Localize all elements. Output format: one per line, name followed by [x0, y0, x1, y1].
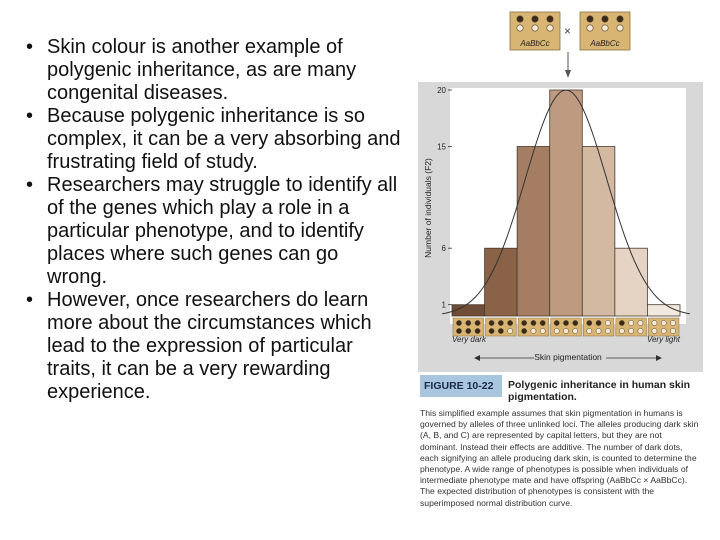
- allele-dot: [617, 25, 623, 31]
- genotype-allele-dot: [498, 328, 503, 333]
- parent-left: [510, 12, 560, 50]
- x-right-label: Very light: [646, 335, 680, 344]
- genotype-allele-dot: [456, 328, 461, 333]
- genotype-allele-dot: [587, 328, 592, 333]
- genotype-allele-dot: [670, 328, 675, 333]
- histogram-bar: [517, 147, 550, 317]
- genotype-allele-dot: [466, 328, 471, 333]
- genotype-allele-dot: [563, 328, 568, 333]
- genotype-allele-dot: [531, 328, 536, 333]
- allele-dot: [617, 16, 623, 22]
- figure-title: Polygenic inheritance in human skin pigmentation.: [508, 379, 691, 403]
- genotype-allele-dot: [605, 328, 610, 333]
- genotype-allele-dot: [587, 320, 592, 325]
- allele-dot: [547, 16, 553, 22]
- genotype-allele-dot: [540, 328, 545, 333]
- genotype-allele-dot: [652, 328, 657, 333]
- bullet-item: [22, 289, 402, 404]
- x-axis-label: Skin pigmentation: [534, 352, 602, 362]
- genotype-allele-dot: [554, 328, 559, 333]
- bullet-list: [22, 36, 402, 404]
- allele-dot: [517, 16, 523, 22]
- genotype-allele-dot: [596, 328, 601, 333]
- bullet-dot: •: [26, 289, 34, 311]
- bullet-item: [22, 105, 402, 174]
- genotype-allele-dot: [475, 320, 480, 325]
- genotype-allele-dot: [522, 320, 527, 325]
- figure-panel: [418, 8, 703, 538]
- y-tick-label: 1: [441, 300, 446, 310]
- bullet-text: However, once researchers do learn more about the circumstances which lead to the expression of particular traits, it can be a very rewarding experience.: [47, 289, 372, 403]
- cross-symbol: ×: [564, 24, 572, 38]
- x-left-label: Very dark: [452, 335, 486, 344]
- genotype-allele-dot: [508, 320, 513, 325]
- histogram-bar: [647, 305, 680, 316]
- genotype-allele-dot: [456, 320, 461, 325]
- bullet-item: [22, 36, 402, 105]
- genotype-allele-dot: [661, 320, 666, 325]
- bullet-text: Because polygenic inheritance is so complex, it can be a very absorbing and frustrating field of study.: [47, 105, 401, 173]
- genotype-allele-dot: [619, 328, 624, 333]
- histogram-bar: [550, 90, 583, 316]
- allele-dot: [587, 16, 593, 22]
- histogram-bar: [615, 248, 648, 316]
- bullet-text: Researchers may struggle to identify all of the genes which play a role in a particular phenotype, and to identify places where such genes can go wrong.: [47, 174, 398, 288]
- genotype-allele-dot: [573, 328, 578, 333]
- allele-dot: [547, 25, 553, 31]
- genotype-allele-dot: [498, 320, 503, 325]
- parent-right: [580, 12, 630, 50]
- allele-dot: [602, 25, 608, 31]
- genotype-allele-dot: [522, 328, 527, 333]
- y-axis-label: Number of individuals (F2): [423, 158, 433, 258]
- genotype-allele-dot: [531, 320, 536, 325]
- figure-caption-text: This simplified example assumes that skin pigmentation in humans is governed by alleles of three unlinked loci. The alleles producing dark skin (A, B, and C) are represented by capital letters, but they are not dominant. Instead their effects are additive. The number of dark dots, each signifying an allele producing dark skin, is counted to determine the phenotype. A wide range of phenotypes is possible when individuals of intermediate phenotype mate and have offspring (AaBbCc × AaBbCc). The expected distribution of phenotypes is consistent with the superimposed normal distribution curve.: [420, 408, 699, 508]
- genotype-allele-dot: [652, 320, 657, 325]
- figure-caption: [418, 375, 703, 540]
- allele-dot: [602, 16, 608, 22]
- histogram-bar: [452, 305, 485, 316]
- bullet-item: [22, 174, 402, 289]
- y-tick-label: 20: [437, 86, 446, 95]
- bullet-dot: •: [26, 174, 34, 196]
- parent-right-genotype: AaBbCc: [590, 39, 620, 48]
- histogram-bar: [582, 147, 615, 317]
- allele-dot: [532, 25, 538, 31]
- genotype-allele-dot: [638, 320, 643, 325]
- genotype-allele-dot: [466, 320, 471, 325]
- y-tick-label: 15: [437, 142, 446, 152]
- histogram-bar: [485, 248, 518, 316]
- y-tick-label: 6: [441, 244, 446, 254]
- histogram-chart: [418, 8, 703, 373]
- genotype-allele-dot: [670, 320, 675, 325]
- bullet-dot: •: [26, 105, 34, 127]
- genotype-allele-dot: [605, 320, 610, 325]
- genotype-row: [453, 318, 679, 336]
- genotype-allele-dot: [508, 328, 513, 333]
- figure-label: FIGURE 10-22: [420, 375, 502, 397]
- bullet-text: Skin colour is another example of polygenic inheritance, as are many congenital diseases.: [47, 36, 357, 104]
- genotype-allele-dot: [661, 328, 666, 333]
- genotype-allele-dot: [563, 320, 568, 325]
- parent-left-genotype: AaBbCc: [520, 39, 550, 48]
- bullet-dot: •: [26, 36, 34, 58]
- cross-arrow-head: [565, 70, 571, 78]
- genotype-allele-dot: [619, 320, 624, 325]
- genotype-allele-dot: [489, 320, 494, 325]
- genotype-allele-dot: [540, 320, 545, 325]
- allele-dot: [587, 25, 593, 31]
- allele-dot: [532, 16, 538, 22]
- genotype-allele-dot: [629, 328, 634, 333]
- genotype-allele-dot: [475, 328, 480, 333]
- genotype-allele-dot: [629, 320, 634, 325]
- genotype-allele-dot: [554, 320, 559, 325]
- genotype-allele-dot: [489, 328, 494, 333]
- genotype-allele-dot: [638, 328, 643, 333]
- genotype-allele-dot: [573, 320, 578, 325]
- allele-dot: [517, 25, 523, 31]
- genotype-allele-dot: [596, 320, 601, 325]
